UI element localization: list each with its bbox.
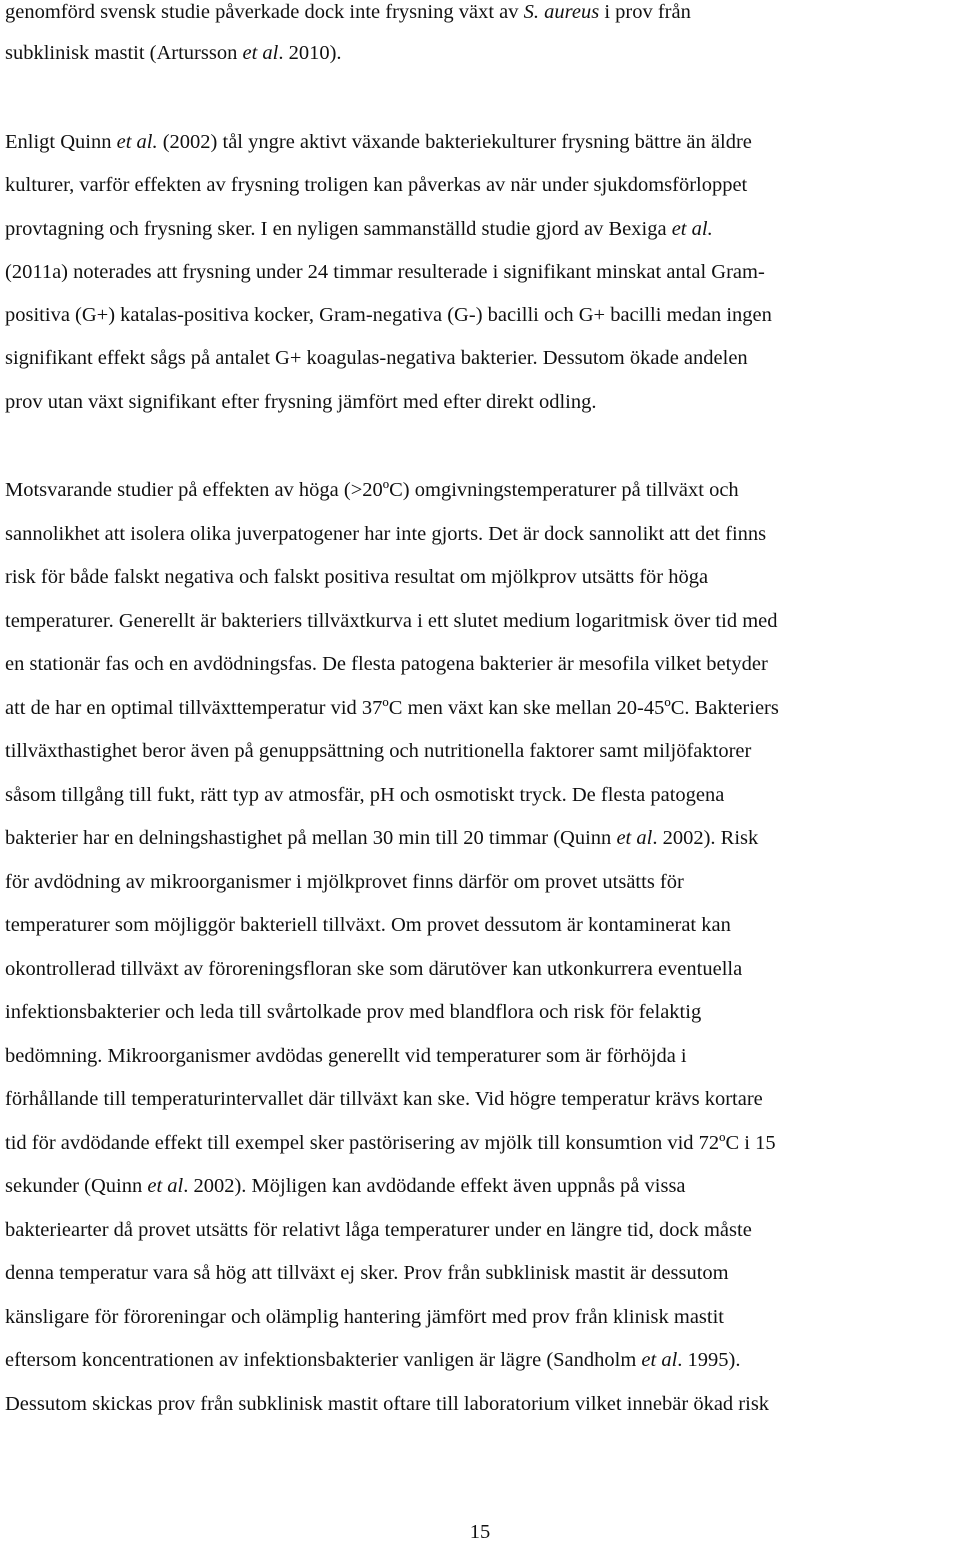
text-line bbox=[5, 130, 752, 154]
text-line bbox=[5, 0, 691, 24]
text-line bbox=[5, 826, 758, 850]
text-segment: infektionsbakterier och leda till svårtolkade prov med blandflora och risk för felaktig bbox=[5, 1001, 702, 1023]
text-segment: såsom tillgång till fukt, rätt typ av atmosfär, pH och osmotiskt tryck. De flesta patogena bbox=[5, 784, 725, 806]
text-line bbox=[5, 1087, 763, 1111]
text-segment: tid för avdödande effekt till exempel sker pastörisering av mjölk till konsumtion vid 72ºC i 15 bbox=[5, 1132, 776, 1154]
text-line bbox=[5, 41, 342, 65]
text-segment: . 2010). bbox=[278, 42, 342, 64]
text-segment: bedömning. Mikroorganismer avdödas generellt vid temperaturer som är förhöjda i bbox=[5, 1045, 687, 1067]
text-segment: risk för både falskt negativa och falskt positiva resultat om mjölkprov utsätts för höga bbox=[5, 566, 709, 588]
text-segment: temperaturer. Generellt är bakteriers tillväxtkurva i ett slutet medium logaritmisk över tid med bbox=[5, 610, 778, 632]
text-segment: Motsvarande studier på effekten av höga (>20ºC) omgivningstemperaturer på tillväxt och bbox=[5, 479, 739, 501]
text-segment: förhållande till temperaturintervallet där tillväxt kan ske. Vid högre temperatur krävs kortare bbox=[5, 1088, 763, 1110]
text-segment: . 1995). bbox=[677, 1349, 741, 1371]
text-line bbox=[5, 478, 739, 502]
text-segment: Dessutom skickas prov från subklinisk mastit oftare till laboratorium vilket innebär ökad risk bbox=[5, 1393, 770, 1415]
text-line bbox=[5, 609, 778, 633]
text-segment: . 2002). Risk bbox=[652, 827, 759, 849]
italic-text: et al bbox=[147, 1175, 184, 1197]
text-line bbox=[5, 303, 772, 327]
text-segment: bakteriearter då provet utsätts för relativt låga temperaturer under en längre tid, dock måste bbox=[5, 1219, 752, 1241]
italic-text: et al. bbox=[116, 131, 158, 153]
italic-text: S. aureus bbox=[523, 1, 600, 23]
text-line bbox=[5, 173, 747, 197]
text-segment: tillväxthastighet beror även på genuppsättning och nutritionella faktorer samt miljöfaktorer bbox=[5, 740, 752, 762]
text-segment: provtagning och frysning sker. I en nyligen sammanställd studie gjord av Bexiga bbox=[5, 218, 672, 240]
text-segment: känsligare för föroreningar och olämplig hantering jämfört med prov från klinisk mastit bbox=[5, 1306, 725, 1328]
text-segment: bakterier har en delningshastighet på mellan 30 min till 20 timmar (Quinn bbox=[5, 827, 617, 849]
text-line bbox=[5, 1261, 729, 1285]
text-line bbox=[5, 1305, 724, 1329]
italic-text: et al bbox=[641, 1349, 678, 1371]
text-segment: (2002) tål yngre aktivt växande bakteriekulturer frysning bättre än äldre bbox=[157, 131, 752, 153]
text-segment: för avdödning av mikroorganismer i mjölkprovet finns därför om provet utsätts för bbox=[5, 871, 684, 893]
text-segment: . 2002). Möjligen kan avdödande effekt även uppnås på vissa bbox=[183, 1175, 686, 1197]
text-segment: att de har en optimal tillväxttemperatur vid 37ºC men växt kan ske mellan 20-45ºC. Bakteriers bbox=[5, 697, 779, 719]
italic-text: et al. bbox=[671, 218, 713, 240]
text-segment: eftersom koncentrationen av infektionsbakterier vanligen är lägre (Sandholm bbox=[5, 1349, 642, 1371]
text-line bbox=[5, 783, 724, 807]
text-segment: prov utan växt signifikant efter frysning jämfört med efter direkt odling. bbox=[5, 391, 597, 413]
text-line bbox=[5, 565, 708, 589]
text-line bbox=[5, 346, 748, 370]
text-segment: temperaturer som möjliggör bakteriell tillväxt. Om provet dessutom är kontaminerat kan bbox=[5, 914, 731, 936]
text-segment: okontrollerad tillväxt av föroreningsfloran ske som därutöver kan utkonkurrera eventuella bbox=[5, 958, 743, 980]
text-line bbox=[5, 696, 779, 720]
text-line bbox=[5, 217, 713, 241]
text-line bbox=[5, 1392, 769, 1416]
text-line bbox=[5, 1174, 686, 1198]
text-line bbox=[5, 1218, 752, 1242]
text-segment: denna temperatur vara så hög att tillväxt ej sker. Prov från subklinisk mastit är dessutom bbox=[5, 1262, 729, 1284]
text-line bbox=[5, 870, 684, 894]
text-segment: positiva (G+) katalas-positiva kocker, Gram-negativa (G-) bacilli och G+ bacilli medan ingen bbox=[5, 304, 772, 326]
text-segment: kulturer, varför effekten av frysning troligen kan påverkas av när under sjukdomsförloppet bbox=[5, 174, 748, 196]
text-line bbox=[5, 260, 765, 284]
text-line bbox=[5, 652, 768, 676]
text-line bbox=[5, 522, 766, 546]
text-line bbox=[5, 1000, 701, 1024]
text-segment: sannolikhet att isolera olika juverpatogener har inte gjorts. Det är dock sannolikt att det finns bbox=[5, 523, 767, 545]
text-segment: (2011a) noterades att frysning under 24 timmar resulterade i signifikant minskat antal Gram- bbox=[5, 261, 765, 283]
page-number: 15 bbox=[469, 1521, 491, 1543]
text-line bbox=[5, 1348, 741, 1372]
text-line bbox=[5, 739, 751, 763]
text-segment: Enligt Quinn bbox=[5, 131, 117, 153]
text-segment: i prov från bbox=[599, 1, 691, 23]
italic-text: et al bbox=[616, 827, 653, 849]
text-line bbox=[5, 913, 731, 937]
text-line bbox=[5, 957, 742, 981]
text-segment: subklinisk mastit (Artursson bbox=[5, 42, 243, 64]
text-line bbox=[5, 1044, 687, 1068]
italic-text: et al bbox=[242, 42, 279, 64]
text-segment: en stationär fas och en avdödningsfas. De flesta patogena bakterier är mesofila vilket betyder bbox=[5, 653, 768, 675]
text-line bbox=[5, 1131, 776, 1155]
text-line bbox=[5, 390, 597, 414]
text-segment: genomförd svensk studie påverkade dock inte frysning växt av bbox=[5, 1, 524, 23]
text-segment: sekunder (Quinn bbox=[5, 1175, 148, 1197]
text-segment: signifikant effekt sågs på antalet G+ koagulas-negativa bakterier. Dessutom ökade andelen bbox=[5, 347, 748, 369]
